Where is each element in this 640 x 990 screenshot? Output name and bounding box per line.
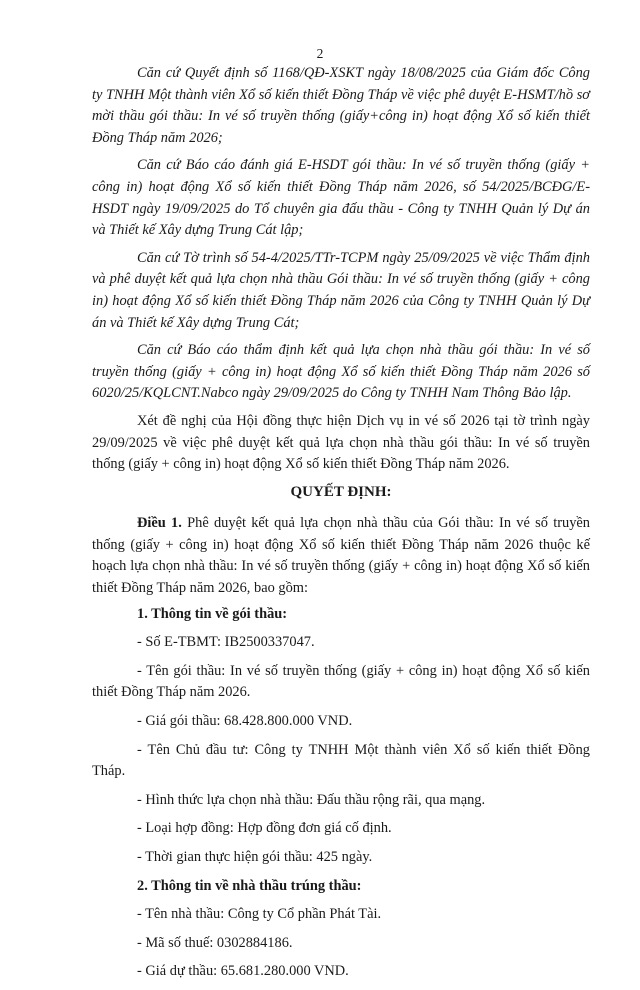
recital-decision-1168: Căn cứ Quyết định số 1168/QĐ-XSKT ngày 18/08/2025 của Giám đốc Công ty TNHH Một thành viên Xổ số kiến thiết Đồng Tháp về việc phê duyệt E-HSMT/hồ sơ mời thầu gói thầu: In vé số truyền thống (giấy+công in) hoạt động Xổ số kiến thiết Đồng Tháp năm 2026; <box>92 65 590 146</box>
winner-bid-price: - Giá dự thầu: 65.681.280.000 VND. <box>137 963 349 980</box>
decision-title: QUYẾT ĐỊNH: <box>290 483 392 500</box>
package-contract-type: - Loại hợp đồng: Hợp đồng đơn giá cố định. <box>137 820 392 837</box>
package-tbmt-number: - Số E-TBMT: IB2500337047. <box>137 634 315 651</box>
package-selection-method: - Hình thức lựa chọn nhà thầu: Đấu thầu rộng rãi, qua mạng. <box>137 791 486 808</box>
winner-info-heading: 2. Thông tin về nhà thầu trúng thầu: <box>137 877 362 894</box>
recital-submission-54-4: Căn cứ Tờ trình số 54-4/2025/TTr-TCPM ngày 25/09/2025 về việc Thẩm định và phê duyệt kết quả lựa chọn nhà thầu Gói thầu: In vé số truyền thống (giấy + công in) hoạt động Xổ số kiến thiết Đồng Tháp năm 2026 của Công ty TNHH Quản lý Dự án và Thiết kế Xây dựng Trung Cát; <box>92 249 590 331</box>
package-name: - Tên gói thầu: In vé số truyền thống (giấy + công in) hoạt động Xổ số kiến thiết Đồng Tháp năm 2026. <box>92 662 590 701</box>
recital-evaluation-report: Căn cứ Báo cáo đánh giá E-HSDT gói thầu: In vé số truyền thống (giấy + công in) hoạt động Xổ số kiến thiết Đồng Tháp năm 2026, số 54/2025/BCĐG/E-HSDT ngày 19/09/2025 do Tổ chuyên gia đấu thầu - Công ty TNHH Quản lý Dự án và Thiết kế Xây dựng Trung Cát lập; <box>92 157 590 239</box>
document-body <box>92 63 590 990</box>
winner-tax-code: - Mã số thuế: 0302884186. <box>137 934 293 951</box>
package-info-heading: 1. Thông tin về gói thầu: <box>137 605 288 622</box>
package-investor: - Tên Chủ đầu tư: Công ty TNHH Một thành viên Xổ số kiến thiết Đồng Tháp. <box>92 741 590 780</box>
package-price: - Giá gói thầu: 68.428.800.000 VND. <box>137 713 353 730</box>
page-number: 2 <box>316 46 324 61</box>
package-duration: - Thời gian thực hiện gói thầu: 425 ngày. <box>137 849 373 865</box>
proposal-paragraph: Xét đề nghị của Hội đồng thực hiện Dịch vụ in vé số 2026 tại tờ trình ngày 29/09/2025 về việc phê duyệt kết quả lựa chọn nhà thầu gói thầu: In vé số truyền thống (giấy + công in) hoạt động Xổ số kiến thiết Đồng Tháp năm 2026. <box>92 412 590 473</box>
recital-appraisal-report: Căn cứ Báo cáo thẩm định kết quả lựa chọn nhà thầu gói thầu: In vé số truyền thống (giấy + công in) hoạt động Xổ số kiến thiết Đồng Tháp năm 2026 số 6020/25/KQLCNT.Nabco ngày 29/09/2025 do Công ty TNHH Nam Thông Bảo lập. <box>92 342 590 402</box>
article-1-text: Phê duyệt kết quả lựa chọn nhà thầu của Gói thầu: In vé số truyền thống (giấy + công in) hoạt động Xổ số kiến thiết Đồng Tháp năm 2026 thuộc kế hoạch lựa chọn nhà thầu: In vé số truyền thống (giấy + công in) hoạt động Xổ số kiến thiết Đồng Tháp năm 2026, bao gồm: <box>92 515 590 597</box>
article-1 <box>92 513 590 599</box>
winner-name: - Tên nhà thầu: Công ty Cổ phần Phát Tài. <box>137 906 382 923</box>
article-1-label: Điều 1. <box>137 515 182 532</box>
